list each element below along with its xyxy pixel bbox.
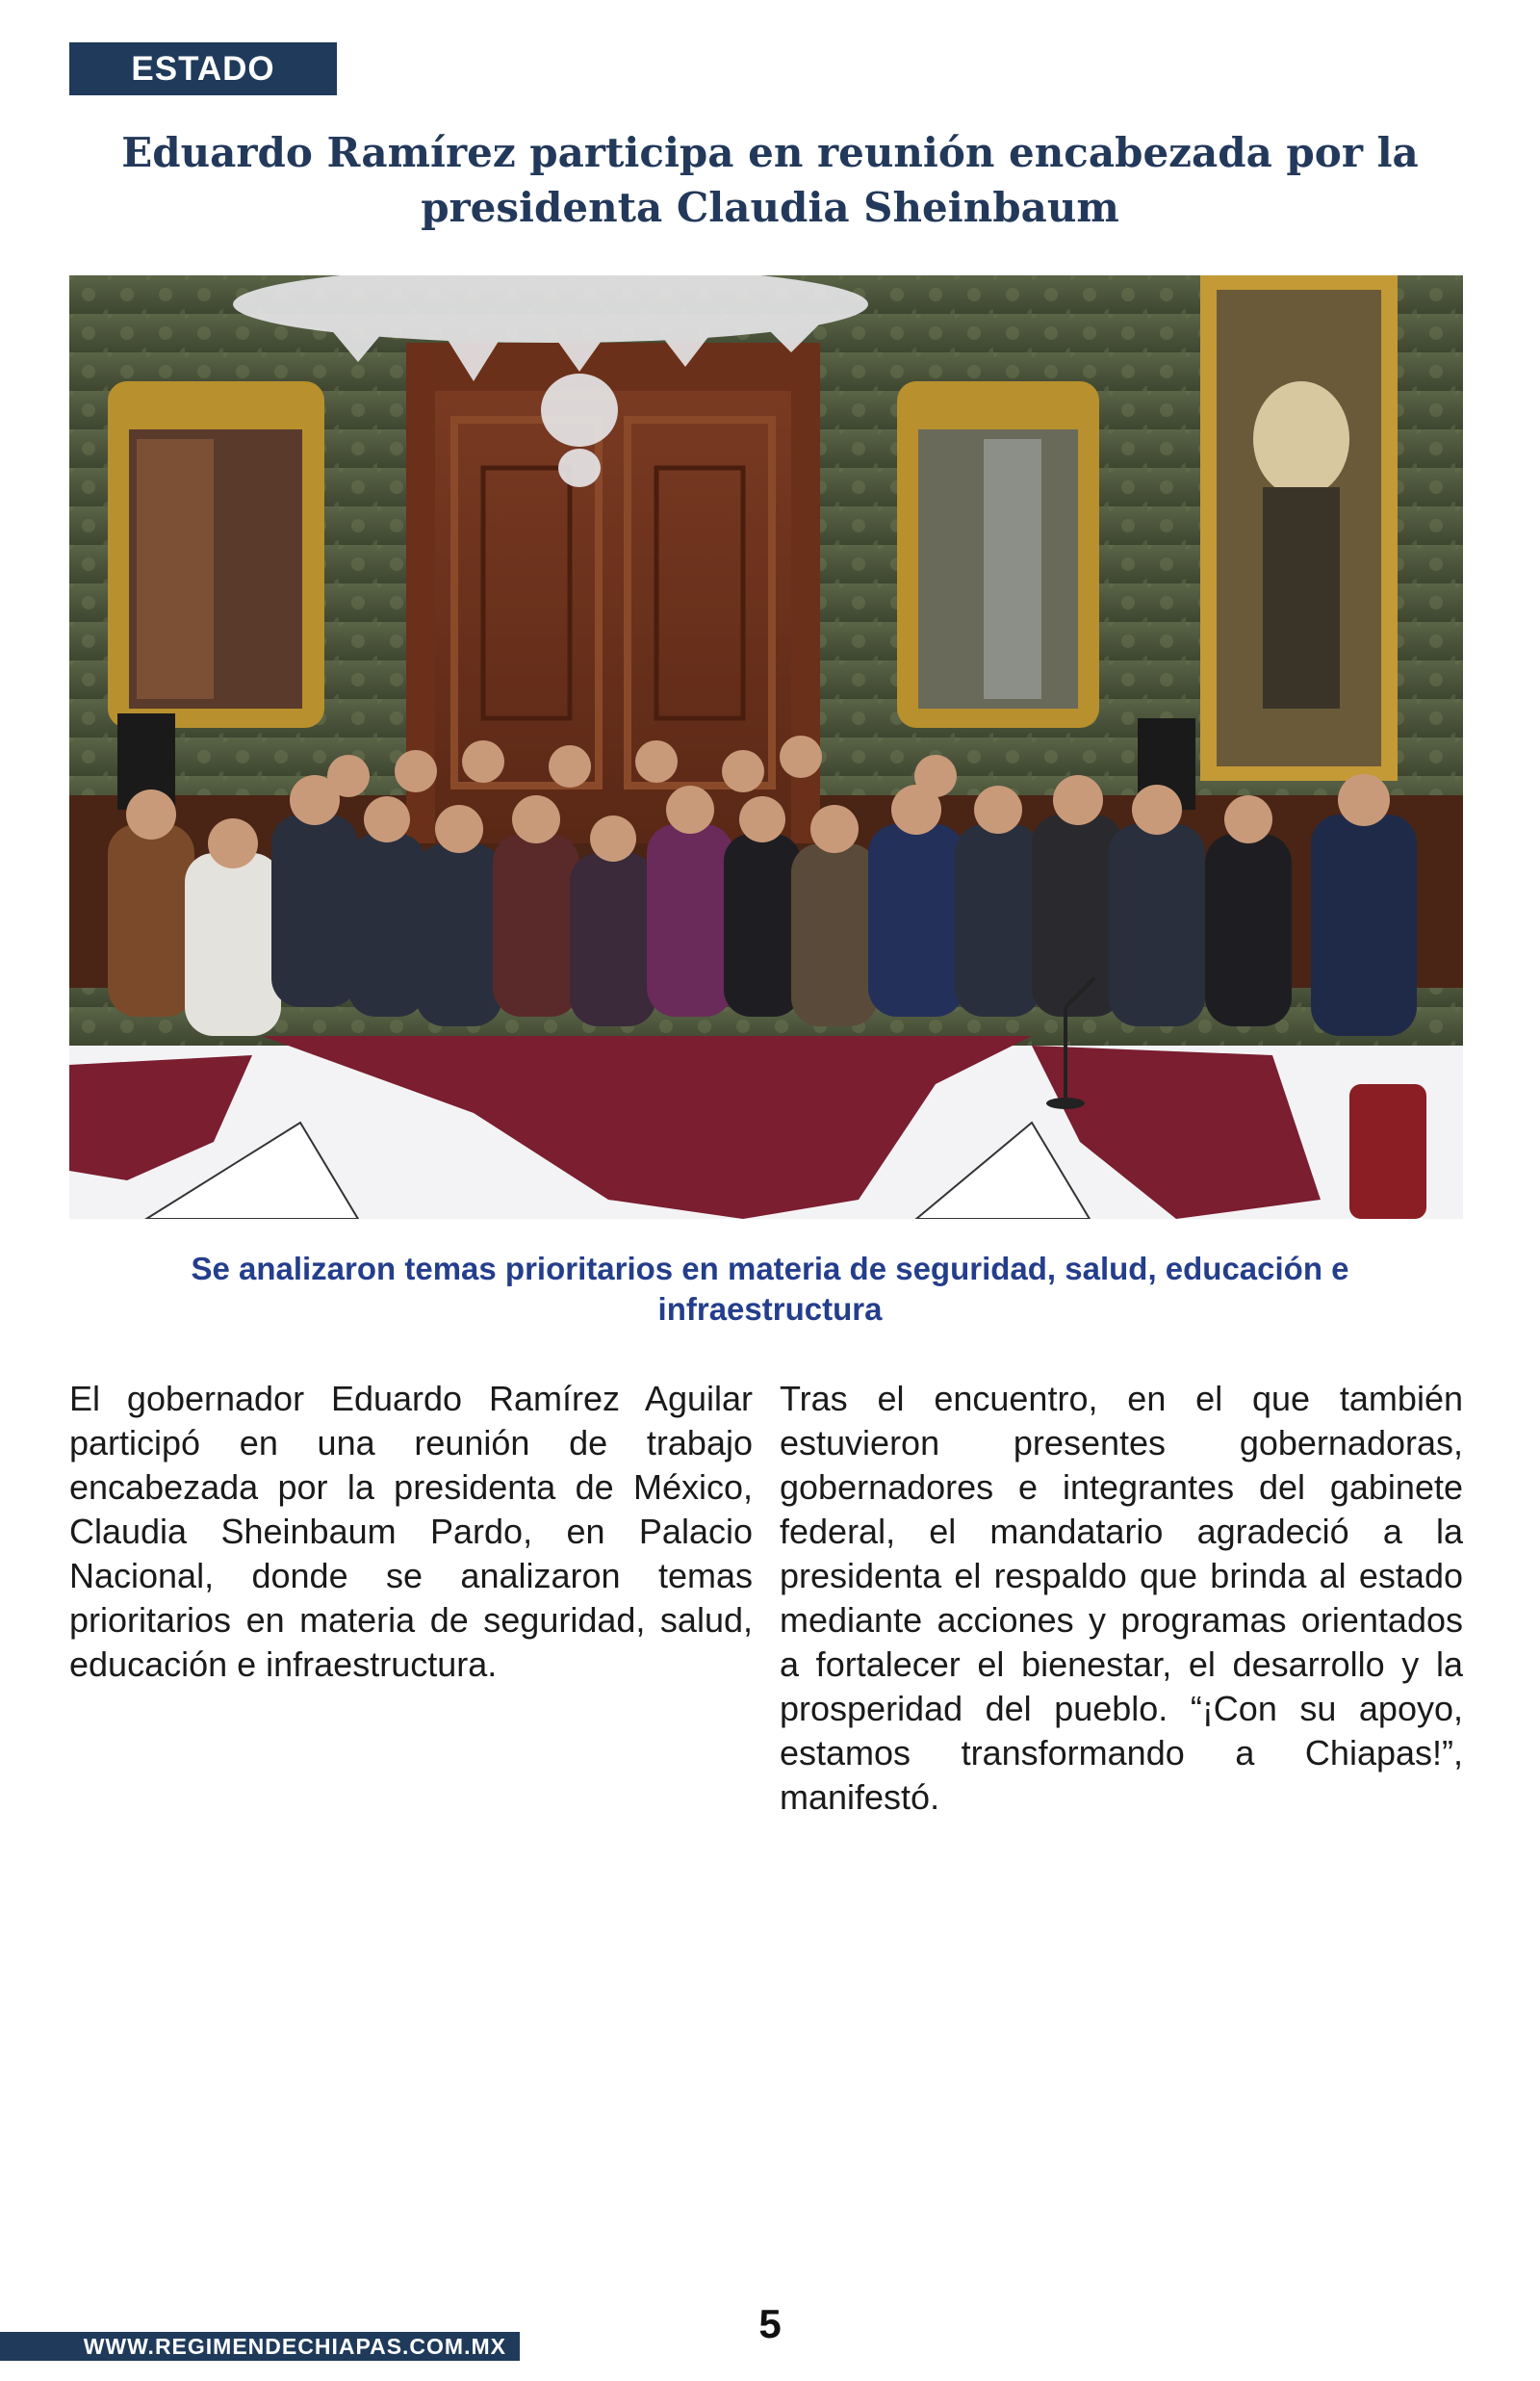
- section-tag: ESTADO: [69, 42, 337, 95]
- article-photo: [69, 275, 1463, 1219]
- body-column-left: El gobernador Eduardo Ramírez Aguilar participó en una reunión de trabajo encabezada por la presidenta de México, Claudia Sheinbaum Pardo, en Palacio Nacional, donde se analizaron temas prioritarios en materia de seguridad, salud, educación e infraestructura.: [69, 1379, 753, 1684]
- body-column-right: Tras el encuentro, en el que también estuvieron presentes gobernadoras, gobernadores e integrantes del gabinete federal, el mandatario agradeció a la presidenta el respaldo que brinda al estado mediante acciones y programas orientados a fortalecer el bienestar, el desarrollo y la prosperidad del pueblo. “¡Con su apoyo, estamos transformando a Chiapas!”, manifestó.: [780, 1379, 1463, 1817]
- group-photo-illustration: [69, 275, 1463, 1219]
- photo-caption: Se analizaron temas prioritarios en materia de seguridad, salud, educación e infraestructura: [191, 1251, 1349, 1327]
- page-number: 5: [758, 2301, 782, 2346]
- article-headline: Eduardo Ramírez participa en reunión encabezada por la presidenta Claudia Sheinbaum: [121, 129, 1419, 231]
- footer-website: WWW.REGIMENDECHIAPAS.COM.MX: [0, 2332, 520, 2361]
